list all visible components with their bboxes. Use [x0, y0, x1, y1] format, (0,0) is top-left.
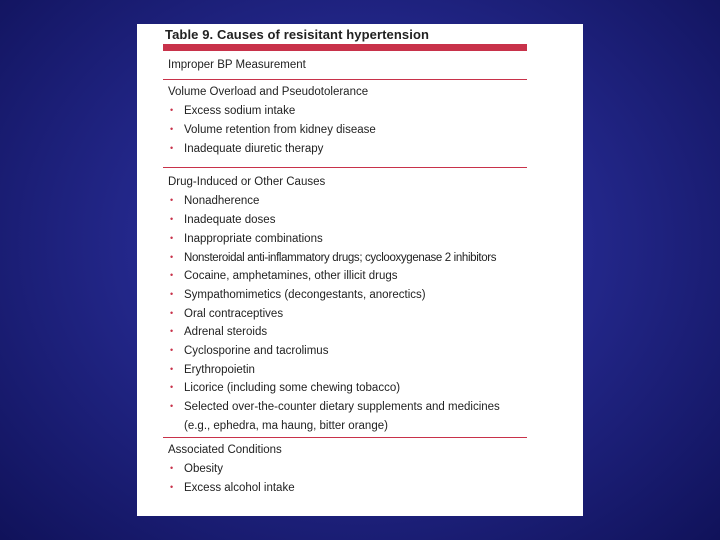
section-heading-drug-induced: Drug-Induced or Other Causes — [168, 176, 326, 188]
bullet-icon: • — [170, 400, 174, 411]
section-divider — [163, 167, 527, 168]
section-heading-bp-measurement: Improper BP Measurement — [168, 59, 306, 71]
list-item: • Inadequate diuretic therapy — [170, 142, 324, 155]
list-item: • Volume retention from kidney disease — [170, 123, 376, 136]
list-item: • Nonsteroidal anti-inflammatory drugs; cyclooxygenase 2 inhibitors — [170, 251, 497, 264]
bullet-icon: • — [170, 104, 174, 115]
bullet-icon: • — [170, 251, 173, 262]
list-item: • Nonadherence — [170, 194, 260, 207]
bullet-icon: • — [170, 232, 174, 243]
section-heading-volume-overload: Volume Overload and Pseudotolerance — [168, 86, 369, 98]
list-item: • Obesity — [170, 462, 223, 475]
table-card — [137, 24, 583, 516]
section-divider — [163, 79, 527, 80]
list-item: • Excess sodium intake — [170, 104, 296, 117]
list-item: • Cyclosporine and tacrolimus — [170, 344, 329, 357]
bullet-icon: • — [170, 462, 174, 473]
list-item: • Inadequate doses — [170, 213, 276, 226]
bullet-icon: • — [170, 142, 174, 153]
list-item: • Oral contraceptives — [170, 307, 284, 320]
title-rule — [163, 44, 527, 51]
list-item: • Erythropoietin — [170, 363, 255, 376]
list-item: • Sympathomimetics (decongestants, anorectics) — [170, 288, 426, 301]
bullet-icon: • — [170, 381, 174, 392]
bullet-icon: • — [170, 344, 174, 355]
bullet-icon: • — [170, 123, 174, 134]
bullet-icon: • — [170, 269, 174, 280]
list-item: • Licorice (including some chewing tobacco) — [170, 381, 401, 394]
bullet-icon: • — [170, 363, 174, 374]
bullet-icon: • — [170, 325, 174, 336]
section-heading-associated-conditions: Associated Conditions — [168, 444, 282, 456]
bullet-icon: • — [170, 194, 174, 205]
bullet-icon: • — [170, 307, 174, 318]
list-item: • Excess alcohol intake — [170, 481, 295, 494]
list-item: • Inappropriate combinations — [170, 232, 323, 245]
list-item-continuation: (e.g., ephedra, ma haung, bitter orange) — [184, 420, 388, 432]
bullet-icon: • — [170, 288, 174, 299]
section-divider — [163, 437, 527, 438]
list-item: • Selected over-the-counter dietary supplements and medicines — [170, 400, 500, 413]
list-item: • Cocaine, amphetamines, other illicit drugs — [170, 269, 398, 282]
bullet-icon: • — [170, 213, 174, 224]
bullet-icon: • — [170, 481, 174, 492]
list-item: • Adrenal steroids — [170, 325, 268, 338]
table-title: Table 9. Causes of resisitant hypertension — [165, 27, 430, 42]
